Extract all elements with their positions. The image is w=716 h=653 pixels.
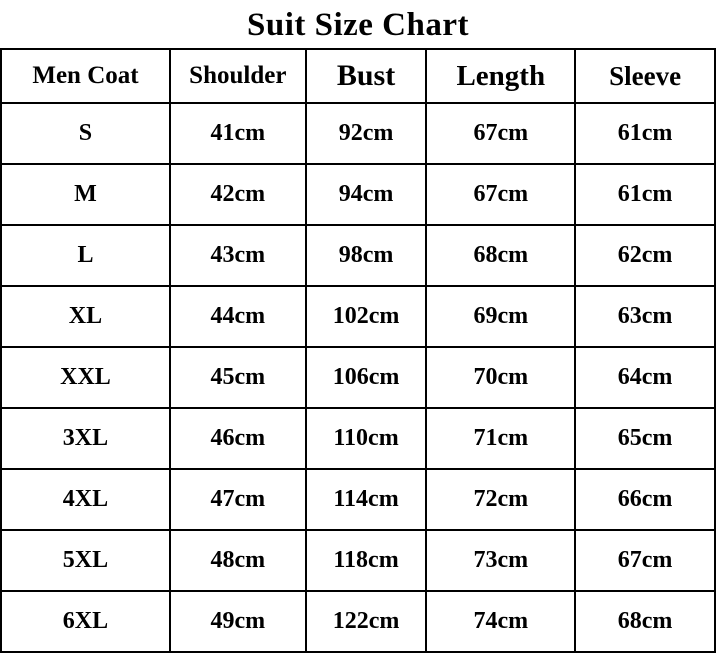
column-header-length: Length (426, 49, 575, 103)
cell-size: M (1, 164, 170, 225)
cell-bust: 102cm (306, 286, 427, 347)
table-body (1, 103, 715, 652)
cell-bust: 94cm (306, 164, 427, 225)
page-title: Suit Size Chart (247, 7, 469, 43)
cell-bust: 118cm (306, 530, 427, 591)
cell-size: XXL (1, 347, 170, 408)
table-row (1, 469, 715, 530)
cell-shoulder: 49cm (170, 591, 306, 652)
cell-sleeve: 61cm (575, 103, 715, 164)
cell-length: 71cm (426, 408, 575, 469)
cell-sleeve: 65cm (575, 408, 715, 469)
cell-shoulder: 47cm (170, 469, 306, 530)
cell-shoulder: 42cm (170, 164, 306, 225)
cell-length: 67cm (426, 164, 575, 225)
cell-sleeve: 61cm (575, 164, 715, 225)
suit-size-table (0, 48, 716, 653)
cell-shoulder: 44cm (170, 286, 306, 347)
cell-shoulder: 48cm (170, 530, 306, 591)
table-header (1, 49, 715, 103)
column-header-bust: Bust (306, 49, 427, 103)
cell-bust: 106cm (306, 347, 427, 408)
cell-length: 73cm (426, 530, 575, 591)
table-row (1, 103, 715, 164)
cell-sleeve: 68cm (575, 591, 715, 652)
cell-shoulder: 45cm (170, 347, 306, 408)
table-row (1, 408, 715, 469)
cell-size: 4XL (1, 469, 170, 530)
cell-sleeve: 66cm (575, 469, 715, 530)
cell-bust: 98cm (306, 225, 427, 286)
cell-length: 74cm (426, 591, 575, 652)
cell-bust: 122cm (306, 591, 427, 652)
cell-sleeve: 64cm (575, 347, 715, 408)
cell-length: 68cm (426, 225, 575, 286)
table-row (1, 591, 715, 652)
cell-sleeve: 63cm (575, 286, 715, 347)
cell-bust: 92cm (306, 103, 427, 164)
cell-length: 69cm (426, 286, 575, 347)
cell-length: 70cm (426, 347, 575, 408)
cell-length: 72cm (426, 469, 575, 530)
table-row (1, 530, 715, 591)
cell-shoulder: 46cm (170, 408, 306, 469)
column-header-shoulder: Shoulder (170, 49, 306, 103)
cell-size: XL (1, 286, 170, 347)
cell-bust: 110cm (306, 408, 427, 469)
cell-size: L (1, 225, 170, 286)
cell-sleeve: 67cm (575, 530, 715, 591)
column-header-men-coat: Men Coat (1, 49, 170, 103)
cell-bust: 114cm (306, 469, 427, 530)
cell-shoulder: 43cm (170, 225, 306, 286)
cell-sleeve: 62cm (575, 225, 715, 286)
cell-length: 67cm (426, 103, 575, 164)
table-row (1, 164, 715, 225)
cell-shoulder: 41cm (170, 103, 306, 164)
cell-size: S (1, 103, 170, 164)
cell-size: 5XL (1, 530, 170, 591)
table-row (1, 286, 715, 347)
cell-size: 3XL (1, 408, 170, 469)
table-row (1, 225, 715, 286)
table-row (1, 347, 715, 408)
column-header-sleeve: Sleeve (575, 49, 715, 103)
table-header-row (1, 49, 715, 103)
cell-size: 6XL (1, 591, 170, 652)
